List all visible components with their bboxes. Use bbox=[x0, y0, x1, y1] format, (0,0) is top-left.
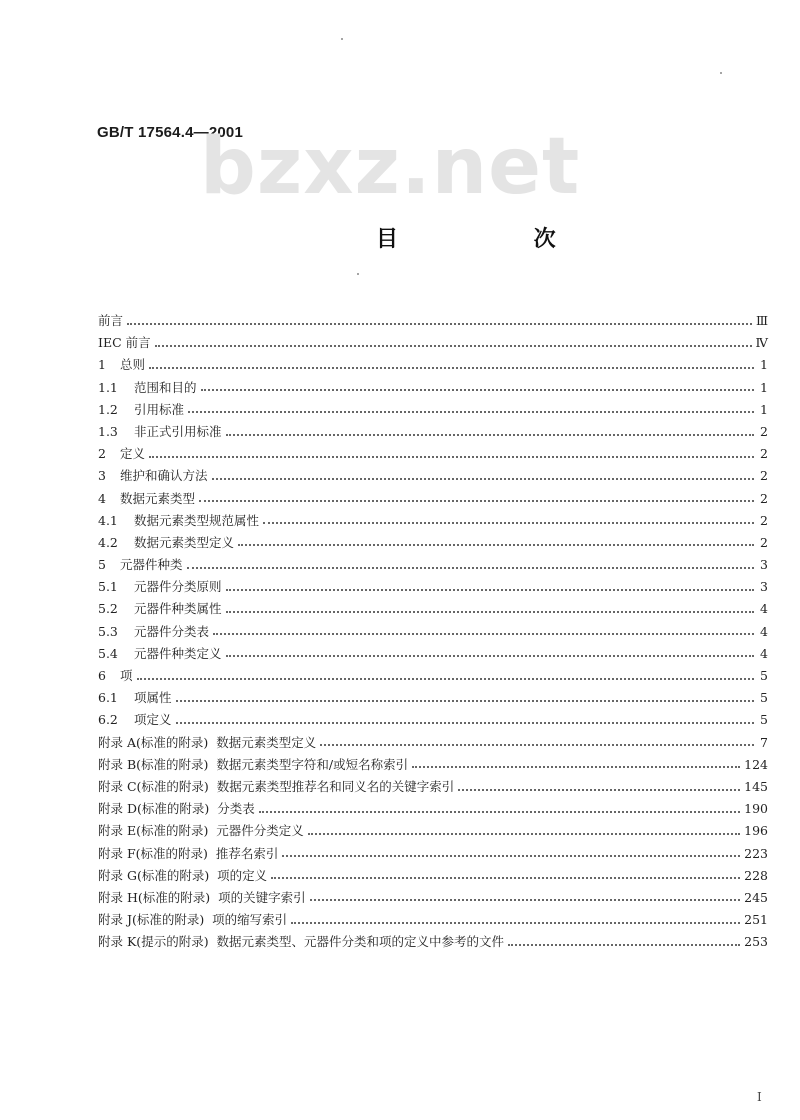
toc-entry bbox=[98, 598, 768, 620]
toc-entry-number: 6.1 bbox=[98, 690, 118, 706]
toc-entry-page: 2 bbox=[760, 468, 768, 484]
toc-entry-label: 总则 bbox=[120, 357, 146, 373]
toc-entry-label: 项属性 bbox=[134, 690, 172, 706]
toc-dot-leader bbox=[155, 344, 752, 347]
toc-dot-leader bbox=[458, 788, 740, 791]
toc-dot-leader bbox=[226, 654, 754, 657]
toc-entry bbox=[98, 532, 768, 554]
toc-dot-leader bbox=[226, 433, 754, 436]
toc-entry-label: 维护和确认方法 bbox=[120, 468, 208, 484]
toc-entry-page: 190 bbox=[744, 801, 768, 817]
toc-entry-page: 2 bbox=[760, 423, 768, 439]
toc-entry-page: 5 bbox=[760, 690, 768, 706]
toc-entry-label: 元器件分类原则 bbox=[134, 579, 222, 595]
toc-dot-leader bbox=[308, 832, 740, 835]
toc-entry bbox=[98, 820, 768, 842]
toc-entry-page: 196 bbox=[744, 823, 768, 839]
table-of-contents bbox=[98, 310, 768, 953]
toc-entry-page: 228 bbox=[744, 867, 768, 883]
toc-entry-number: 4.2 bbox=[98, 534, 118, 550]
toc-entry bbox=[98, 443, 768, 465]
toc-entry-label: 非正式引用标准 bbox=[134, 423, 222, 439]
toc-entry-label: IEC 前言 bbox=[98, 335, 151, 351]
toc-dot-leader bbox=[149, 455, 754, 458]
toc-entry bbox=[98, 931, 768, 953]
page-number: I bbox=[757, 1090, 762, 1104]
toc-entry-number: 1.2 bbox=[98, 401, 118, 417]
toc-entry-page: Ⅲ bbox=[755, 313, 768, 328]
toc-dot-leader bbox=[137, 677, 754, 680]
toc-entry bbox=[98, 709, 768, 731]
toc-dot-leader bbox=[127, 322, 752, 325]
toc-entry bbox=[98, 843, 768, 865]
toc-entry-page: 4 bbox=[760, 623, 768, 639]
toc-entry-page: 7 bbox=[760, 734, 768, 750]
toc-dot-leader bbox=[271, 876, 740, 879]
toc-entry bbox=[98, 754, 768, 776]
toc-entry-label: 附录 H(标准的附录) 项的关键字索引 bbox=[98, 889, 306, 905]
toc-entry-page: 5 bbox=[760, 668, 768, 683]
toc-entry bbox=[98, 332, 768, 354]
toc-entry-label: 数据元素类型规范属性 bbox=[134, 512, 260, 528]
toc-entry-label: 元器件种类属性 bbox=[134, 601, 222, 617]
toc-entry-number: 2 bbox=[98, 446, 106, 462]
toc-dot-leader bbox=[291, 921, 740, 924]
toc-dot-leader bbox=[320, 743, 754, 746]
toc-entry bbox=[98, 576, 768, 598]
toc-dot-leader bbox=[310, 898, 741, 901]
toc-dot-leader bbox=[259, 810, 740, 813]
toc-entry-label: 数据元素类型 bbox=[120, 490, 196, 506]
toc-entry-number: 5.1 bbox=[98, 579, 118, 595]
scan-speck bbox=[341, 38, 343, 40]
toc-entry-number: 1.1 bbox=[98, 379, 118, 395]
toc-entry bbox=[98, 687, 768, 709]
toc-entry-number: 5.3 bbox=[98, 623, 118, 639]
toc-entry-label: 前言 bbox=[98, 313, 124, 328]
toc-dot-leader bbox=[226, 588, 754, 591]
toc-entry-number: 4 bbox=[98, 490, 106, 506]
toc-entry-page: 2 bbox=[760, 446, 768, 462]
toc-dot-leader bbox=[412, 765, 740, 768]
toc-entry-page: 2 bbox=[760, 534, 768, 550]
toc-dot-leader bbox=[176, 699, 754, 702]
toc-entry-page: 1 bbox=[760, 357, 768, 373]
toc-entry bbox=[98, 909, 768, 931]
toc-entry-page: 4 bbox=[760, 601, 768, 617]
toc-entry-page: 124 bbox=[744, 756, 768, 772]
toc-dot-leader bbox=[226, 610, 754, 613]
toc-entry bbox=[98, 643, 768, 665]
toc-dot-leader bbox=[149, 366, 754, 369]
toc-entry bbox=[98, 665, 768, 687]
toc-entry-label: 附录 J(标准的附录) 项的缩写索引 bbox=[98, 912, 288, 928]
toc-entry-label: 项 bbox=[120, 668, 133, 683]
toc-entry-label: 附录 G(标准的附录) 项的定义 bbox=[98, 867, 268, 883]
toc-entry bbox=[98, 488, 768, 510]
toc-entry-number: 6.2 bbox=[98, 712, 118, 728]
toc-entry bbox=[98, 554, 768, 576]
toc-entry-page: 1 bbox=[760, 379, 768, 395]
toc-entry bbox=[98, 399, 768, 421]
toc-entry-page: 253 bbox=[744, 934, 768, 950]
toc-entry-label: 附录 E(标准的附录) 元器件分类定义 bbox=[98, 823, 304, 839]
toc-entry-label: 定义 bbox=[120, 446, 146, 462]
toc-dot-leader bbox=[282, 854, 740, 857]
toc-entry-label: 附录 K(提示的附录) 数据元素类型、元器件分类和项的定义中参考的文件 bbox=[98, 934, 505, 950]
toc-entry bbox=[98, 421, 768, 443]
toc-entry-label: 项定义 bbox=[134, 712, 172, 728]
toc-entry-label: 范围和目的 bbox=[134, 379, 197, 395]
toc-entry-page: 251 bbox=[744, 912, 768, 928]
toc-entry bbox=[98, 310, 768, 332]
toc-entry-page: 223 bbox=[744, 845, 768, 861]
watermark-text: bzxz.net bbox=[200, 122, 581, 212]
toc-entry-page: 5 bbox=[760, 712, 768, 728]
toc-entry-label: 附录 D(标准的附录) 分类表 bbox=[98, 801, 255, 817]
toc-dot-leader bbox=[508, 943, 740, 946]
toc-title: 目 次 bbox=[376, 226, 620, 252]
toc-entry-number: 6 bbox=[98, 668, 106, 683]
toc-entry-number: 5.4 bbox=[98, 645, 118, 661]
toc-entry-number: 4.1 bbox=[98, 512, 118, 528]
toc-entry-label: 附录 B(标准的附录) 数据元素类型字符和/或短名称索引 bbox=[98, 756, 409, 772]
toc-entry bbox=[98, 510, 768, 532]
toc-entry-number: 1 bbox=[98, 357, 106, 373]
toc-entry-page: 3 bbox=[760, 557, 768, 573]
toc-dot-leader bbox=[176, 721, 754, 724]
toc-entry-number: 5 bbox=[98, 557, 106, 573]
toc-entry-page: 145 bbox=[744, 778, 768, 794]
scan-speck bbox=[357, 273, 359, 275]
toc-entry-label: 附录 F(标准的附录) 推荐名索引 bbox=[98, 845, 279, 861]
toc-entry-page: 1 bbox=[760, 401, 768, 417]
toc-entry-number: 1.3 bbox=[98, 423, 118, 439]
toc-dot-leader bbox=[212, 477, 754, 480]
toc-entry-number: 5.2 bbox=[98, 601, 118, 617]
toc-dot-leader bbox=[201, 388, 754, 391]
toc-entry bbox=[98, 776, 768, 798]
toc-entry-label: 元器件分类表 bbox=[134, 623, 210, 639]
toc-entry bbox=[98, 732, 768, 754]
toc-entry-page: 3 bbox=[760, 579, 768, 595]
toc-dot-leader bbox=[238, 543, 754, 546]
standard-code: GB/T 17564.4—2001 bbox=[97, 124, 243, 141]
toc-dot-leader bbox=[188, 410, 754, 413]
toc-entry bbox=[98, 887, 768, 909]
toc-dot-leader bbox=[213, 632, 754, 635]
toc-entry-label: 元器件种类 bbox=[120, 557, 183, 573]
toc-entry-page: Ⅳ bbox=[755, 335, 768, 351]
toc-entry-label: 附录 C(标准的附录) 数据元素类型推荐名和同义名的关键字索引 bbox=[98, 778, 455, 794]
toc-entry-number: 3 bbox=[98, 468, 106, 484]
toc-dot-leader bbox=[263, 521, 754, 524]
toc-entry-page: 2 bbox=[760, 490, 768, 506]
toc-entry-label: 数据元素类型定义 bbox=[134, 534, 235, 550]
toc-entry bbox=[98, 798, 768, 820]
toc-dot-leader bbox=[199, 499, 754, 502]
toc-entry bbox=[98, 354, 768, 376]
toc-entry bbox=[98, 377, 768, 399]
toc-entry-page: 245 bbox=[744, 889, 768, 905]
toc-entry-label: 引用标准 bbox=[134, 401, 185, 417]
toc-entry-label: 附录 A(标准的附录) 数据元素类型定义 bbox=[98, 734, 317, 750]
toc-entry bbox=[98, 621, 768, 643]
toc-entry-page: 4 bbox=[760, 645, 768, 661]
toc-dot-leader bbox=[187, 566, 754, 569]
toc-entry-page: 2 bbox=[760, 512, 768, 528]
toc-entry bbox=[98, 865, 768, 887]
toc-entry bbox=[98, 465, 768, 487]
scan-speck bbox=[720, 72, 722, 74]
toc-entry-label: 元器件种类定义 bbox=[134, 645, 222, 661]
